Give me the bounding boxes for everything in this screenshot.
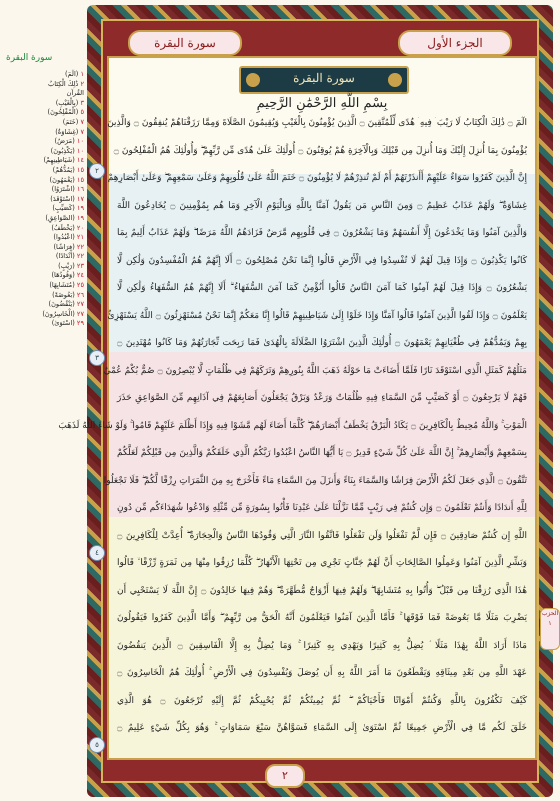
margin-note: ٢٣ (رَيْبٍ) xyxy=(58,261,84,270)
verse-line: يَضْرِبَ مَثَلًا مَّا بَعُوضَةً فَمَا فَوْقَهَا ۚ فَأَمَّا الَّذِينَ آمَنُوا فَيَعْلَمُونَ أَنَّهُ الْحَقُّ مِن رَّبِّهِمْ ۖ وَأَمَّا الَّذِينَ كَفَرُوا فَيَقُولُونَ xyxy=(117,613,527,623)
margin-note: ٢٩ (اسْتَوَىٰ) xyxy=(51,319,84,328)
margin-note: ٣ (بِالْغَيْبِ) xyxy=(55,98,84,107)
margin-note: ٢٠ (يَخْطَفُ) xyxy=(51,223,84,232)
verse-line: كَيْفَ تَكْفُرُونَ بِاللَّهِ وَكُنتُمْ أَمْوَاتًا فَأَحْيَاكُمْ ۖ ثُمَّ يُمِيتُكُمْ ثُمَّ يُحْيِيكُمْ ثُمَّ إِلَيْهِ تُرْجَعُونَ ۝ هُوَ الَّذِي xyxy=(117,695,527,706)
verse-line: هَٰذَا الَّذِي رُزِقْنَا مِن قَبْلُ ۖ وَأُتُوا بِهِ مُتَشَابِهًا ۖ وَلَهُمْ فِيهَا أَزْوَاجٌ مُّطَهَّرَةٌ ۖ وَهُمْ فِيهَا خَالِدُونَ ۝ إِنَّ اللَّهَ لَا يَسْتَحْيِي أَن xyxy=(117,585,528,596)
basmala: بِسْمِ اللَّهِ الرَّحْمَٰنِ الرَّحِيمِ xyxy=(256,96,388,111)
margin-note: ٢٢ (أَنْدَادًا) xyxy=(55,252,84,261)
verse-line: تَتَّقُونَ ۝ الَّذِي جَعَلَ لَكُمُ الْأَرْضَ فِرَاشًا وَالسَّمَاءَ بِنَاءً وَأَنزَلَ مِنَ السَّمَاءِ مَاءً فَأَخْرَجَ بِهِ مِنَ الثَّمَرَاتِ رِزْقًا لَّكُمْ ۖ فَلَا تَجْعَلُوا xyxy=(103,475,527,486)
verse-line: وَالَّذِينَ آمَنُوا وَمَا يَخْدَعُونَ إِلَّا أَنفُسَهُمْ وَمَا يَشْعُرُونَ ۝ فِي قُلُوبِهِم مَّرَضٌ فَزَادَهُمُ اللَّهُ مَرَضًا ۖ وَلَهُمْ عَذَابٌ أَلِيمٌ بِمَا xyxy=(117,228,527,238)
page-header xyxy=(100,26,540,56)
verse-line: إِنَّ الَّذِينَ كَفَرُوا سَوَاءٌ عَلَيْهِمْ أَأَنذَرْتَهُمْ أَمْ لَمْ تُنذِرْهُمْ لَا يُؤْمِنُونَ ۝ خَتَمَ اللَّهُ عَلَىٰ قُلُوبِهِمْ وَعَلَىٰ سَمْعِهِمْ ۖ وَعَلَىٰ أَبْصَارِهِمْ xyxy=(107,173,527,183)
margin-notes-list xyxy=(4,70,84,329)
margin-notes xyxy=(0,0,87,801)
margin-note: ١٠ (يَكْذِبُونَ) xyxy=(50,146,84,155)
page-marker-4: ٤ xyxy=(89,545,105,561)
verse-line: اللَّهِ إِن كُنتُمْ صَادِقِينَ ۝ فَإِن لَّمْ تَفْعَلُوا وَلَن تَفْعَلُوا فَاتَّقُوا النَّارَ الَّتِي وَقُودُهَا النَّاسُ وَالْحِجَارَةُ ۖ أُعِدَّتْ لِلْكَافِرِينَ ۝ xyxy=(117,530,528,541)
page-marker-5: ٥ xyxy=(89,737,105,753)
juz-name-header: الجزء الأول xyxy=(398,30,512,56)
margin-note: ٧ (غِشَاوَةٌ) xyxy=(55,127,84,136)
verse-line: غِشَاوَةٌ ۖ وَلَهُمْ عَذَابٌ عَظِيمٌ ۝ وَمِنَ النَّاسِ مَن يَقُولُ آمَنَّا بِاللَّهِ وَبِالْيَوْمِ الْآخِرِ وَمَا هُم بِمُؤْمِنِينَ ۝ يُخَادِعُونَ اللَّهَ xyxy=(117,200,527,211)
margin-note: ٢٤ (وَقُودُهَا) xyxy=(51,271,84,280)
margin-note: ٢٥ (مُتَشَابِهًا) xyxy=(49,281,84,290)
margin-note: ١٥ (يَمُدُّهُمْ) xyxy=(52,165,84,174)
verse-line: يُؤْمِنُونَ بِمَا أُنزِلَ إِلَيْكَ وَمَا أُنزِلَ مِن قَبْلِكَ وَبِالْآخِرَةِ هُمْ يُوقِنُونَ ۝ أُولَٰئِكَ عَلَىٰ هُدًى مِّن رَّبِّهِمْ ۖ وَأُولَٰئِكَ هُمُ الْمُفْلِحُونَ ۝ xyxy=(113,145,527,156)
margin-note: ٢٢ (فِرَاشًا) xyxy=(53,242,84,251)
hizb-badge: الحزب ١ xyxy=(540,608,560,650)
margin-note: ٢ ذَٰلِكَ الْكِتَابُ xyxy=(48,79,84,88)
verse-line: بِسَمْعِهِمْ وَأَبْصَارِهِمْ ۚ إِنَّ اللَّهَ عَلَىٰ كُلِّ شَيْءٍ قَدِيرٌ ۝ يَا أَيُّهَا النَّاسُ اعْبُدُوا رَبَّكُمُ الَّذِي خَلَقَكُمْ وَالَّذِينَ مِن قَبْلِكُمْ لَعَلَّكُمْ xyxy=(117,448,528,458)
sura-name-header: سورة البقرة xyxy=(128,30,242,56)
margin-note: ١٦ (اشْتَرَوُا) xyxy=(51,185,84,194)
verse-line: مَاذَا أَرَادَ اللَّهُ بِهَٰذَا مَثَلًا ۘ يُضِلُّ بِهِ كَثِيرًا وَيَهْدِي بِهِ كَثِيرًا ۚ وَمَا يُضِلُّ بِهِ إِلَّا الْفَاسِقِينَ ۝ الَّذِينَ يَنقُضُونَ xyxy=(117,640,527,651)
verse-line: لِلَّهِ أَندَادًا وَأَنتُمْ تَعْلَمُونَ ۝ وَإِن كُنتُمْ فِي رَيْبٍ مِّمَّا نَزَّلْنَا عَلَىٰ عَبْدِنَا فَأْتُوا بِسُورَةٍ مِّن مِّثْلِهِ وَادْعُوا شُهَدَاءَكُم مِّن دُونِ xyxy=(117,503,527,513)
margin-note: ٢١ (اعْبُدُوا) xyxy=(53,233,84,242)
margin-note: ٢٧ (الْخَاسِرُونَ) xyxy=(42,309,84,318)
margin-note: ١٩ (كَصَيِّبٍ) xyxy=(52,204,84,213)
verse-line: عَهْدَ اللَّهِ مِن بَعْدِ مِيثَاقِهِ وَيَقْطَعُونَ مَا أَمَرَ اللَّهُ بِهِ أَن يُوصَلَ وَيُفْسِدُونَ فِي الْأَرْضِ ۚ أُولَٰئِكَ هُمُ الْخَاسِرُونَ ۝ xyxy=(117,668,527,678)
page-footer xyxy=(0,760,558,788)
verse-line: فَهُمْ لَا يَرْجِعُونَ ۝ أَوْ كَصَيِّبٍ مِّنَ السَّمَاءِ فِيهِ ظُلُمَاتٌ وَرَعْدٌ وَبَرْقٌ يَجْعَلُونَ أَصَابِعَهُمْ فِي آذَانِهِم مِّنَ الصَّوَاعِقِ حَذَرَ xyxy=(117,393,527,403)
sura-title: سورة البقرة xyxy=(293,71,355,85)
margin-note: ١٧ (اسْتَوْقَدَ) xyxy=(50,194,84,203)
verse-line: الٓمٓ ۝ ذَٰلِكَ الْكِتَابُ لَا رَيْبَ ۛ فِيهِ ۛ هُدًى لِّلْمُتَّقِينَ ۝ الَّذِينَ يُؤْمِنُونَ بِالْغَيْبِ وَيُقِيمُونَ الصَّلَاةَ وَمِمَّا رَزَقْنَاهُمْ يُنفِقُونَ ۝ وَالَّذِينَ xyxy=(107,118,527,128)
verse-line: كَانُوا يَكْذِبُونَ ۝ وَإِذَا قِيلَ لَهُمْ لَا تُفْسِدُوا فِي الْأَرْضِ قَالُوا إِنَّمَا نَحْنُ مُصْلِحُونَ ۝ أَلَا إِنَّهُمْ هُمُ الْمُفْسِدُونَ وَلَٰكِن لَّا xyxy=(117,255,527,266)
margin-note: ١٥ (يَعْمَهُونَ) xyxy=(49,175,84,184)
verse-line: خَلَقَ لَكُم مَّا فِي الْأَرْضِ جَمِيعًا ثُمَّ اسْتَوَىٰ إِلَى السَّمَاءِ فَسَوَّاهُنَّ سَبْعَ سَمَاوَاتٍ ۚ وَهُوَ بِكُلِّ شَيْءٍ عَلِيمٌ ۝ xyxy=(117,723,527,733)
verse-line: الْمَوْتِ ۚ وَاللَّهُ مُحِيطٌ بِالْكَافِرِينَ ۝ يَكَادُ الْبَرْقُ يَخْطَفُ أَبْصَارَهُمْ ۖ كُلَّمَا أَضَاءَ لَهُم مَّشَوْا فِيهِ وَإِذَا أَظْلَمَ عَلَيْهِمْ قَامُوا ۚ وَلَوْ شَاءَ اللَّهُ لَذَهَبَ xyxy=(58,420,527,431)
page-number: ٢ xyxy=(265,764,305,788)
margin-note: ١ (الٓمٓ) xyxy=(64,70,84,78)
margin-note: ١٩ (الصَّوَاعِقِ) xyxy=(45,213,84,222)
verse-line: وَبَشِّرِ الَّذِينَ آمَنُوا وَعَمِلُوا الصَّالِحَاتِ أَنَّ لَهُمْ جَنَّاتٍ تَجْرِي مِن تَحْتِهَا الْأَنْهَارُ ۖ كُلَّمَا رُزِقُوا مِنْهَا مِن ثَمَرَةٍ رِّزْقًا ۙ قَالُوا xyxy=(117,558,527,568)
margin-note: القُرآن xyxy=(66,89,84,98)
verse-line: يَشْعُرُونَ ۝ وَإِذَا قِيلَ لَهُمْ آمِنُوا كَمَا آمَنَ النَّاسُ قَالُوا أَنُؤْمِنُ كَمَا آمَنَ السُّفَهَاءُ ۗ أَلَا إِنَّهُمْ هُمُ السُّفَهَاءُ وَلَٰكِن لَّا xyxy=(117,283,527,293)
margin-note: ٢٧ (يَنْقُضُونَ) xyxy=(48,300,84,309)
margin-note: ٢٦ (بَعُوضَةً) xyxy=(52,290,84,299)
margin-sura-label: سورة البقرة xyxy=(6,53,53,63)
margin-note: ٧ (خَتَمَ) xyxy=(62,117,84,126)
verse-line: بِهِمْ وَيَمُدُّهُمْ فِي طُغْيَانِهِمْ يَعْمَهُونَ ۝ أُولَٰئِكَ الَّذِينَ اشْتَرَوُا الضَّلَالَةَ بِالْهُدَىٰ فَمَا رَبِحَت تِّجَارَتُهُمْ وَمَا كَانُوا مُهْتَدِينَ ۝ xyxy=(117,338,527,348)
margin-note: ١٠ (مَرَضٌ) xyxy=(54,137,84,146)
verse-line: يَعْلَمُونَ ۝ وَإِذَا لَقُوا الَّذِينَ آمَنُوا قَالُوا آمَنَّا وَإِذَا خَلَوْا إِلَىٰ شَيَاطِينِهِمْ قَالُوا إِنَّا مَعَكُمْ إِنَّمَا نَحْنُ مُسْتَهْزِئُونَ ۝ اللَّهُ يَسْتَهْزِئُ xyxy=(107,310,527,321)
sura-title-box xyxy=(239,66,409,94)
margin-note: ٥ (الْمُفْلِحُونَ) xyxy=(47,108,84,117)
margin-note: ١٤ (شَيَاطِينِهِمْ) xyxy=(43,156,84,165)
page-marker-3: ٣ xyxy=(89,350,105,366)
page-marker-2: ٢ xyxy=(89,163,105,179)
verse-line: مَثَلُهُمْ كَمَثَلِ الَّذِي اسْتَوْقَدَ نَارًا فَلَمَّا أَضَاءَتْ مَا حَوْلَهُ ذَهَبَ اللَّهُ بِنُورِهِمْ وَتَرَكَهُمْ فِي ظُلُمَاتٍ لَّا يُبْصِرُونَ ۝ صُمٌّ بُكْمٌ عُمْيٌ xyxy=(103,365,527,376)
